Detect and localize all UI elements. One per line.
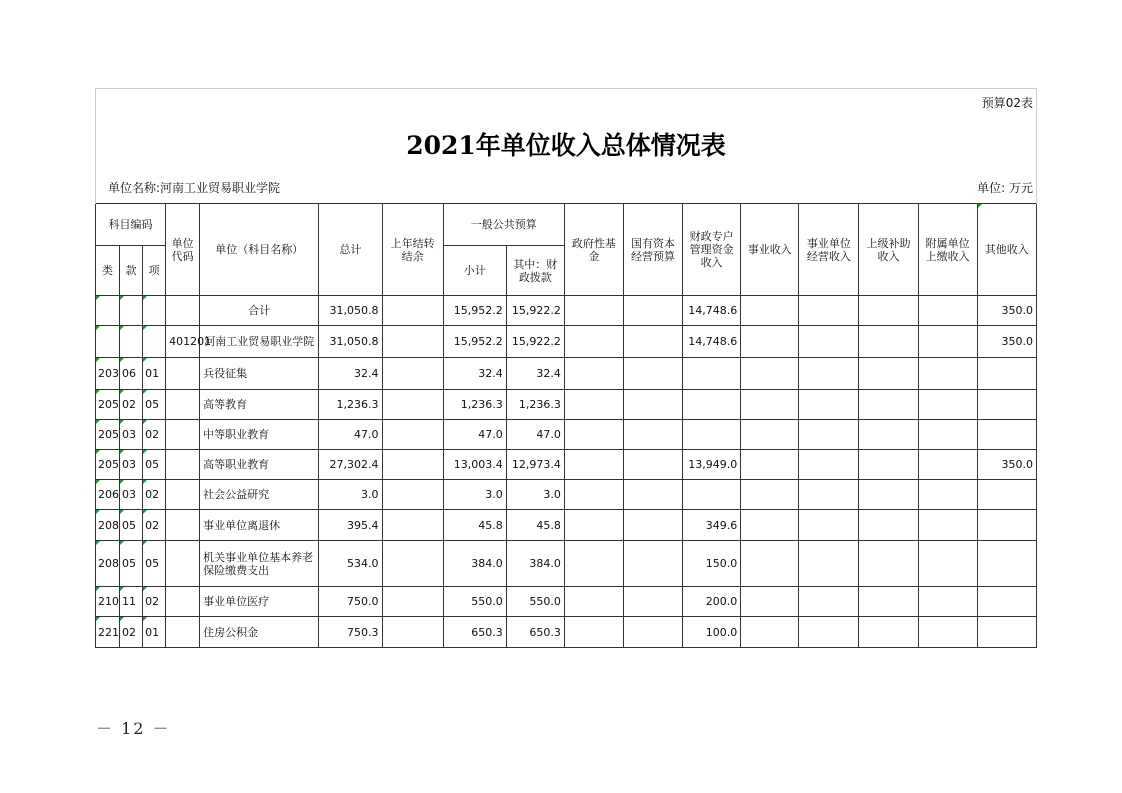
row-other-income: 350.0 xyxy=(977,296,1036,326)
header-other-income: 其他收入 xyxy=(977,204,1036,296)
row-state-capital xyxy=(623,617,682,648)
row-state-capital xyxy=(623,326,682,358)
row-lei: 210 xyxy=(96,587,120,617)
row-business-income xyxy=(741,541,799,587)
row-operating-income xyxy=(799,450,859,480)
header-operating-income: 事业单位经营收入 xyxy=(799,204,859,296)
row-gov-fund xyxy=(564,390,623,420)
row-appropriation: 1,236.3 xyxy=(506,390,564,420)
header-appropriation: 其中：财政拨款 xyxy=(506,246,564,296)
row-kuan: 05 xyxy=(120,541,143,587)
row-name: 机关事业单位基本养老保险缴费支出 xyxy=(200,541,319,587)
row-xiang: 02 xyxy=(143,587,166,617)
row-total: 750.3 xyxy=(319,617,382,648)
row-xiang: 02 xyxy=(143,510,166,541)
row-carryover xyxy=(382,390,443,420)
row-superior-subsidy xyxy=(859,510,918,541)
header-general-budget: 一般公共预算 xyxy=(443,204,564,246)
row-operating-income xyxy=(799,480,859,510)
row-affiliated-income xyxy=(918,587,977,617)
row-subtotal: 384.0 xyxy=(443,541,506,587)
budget-table xyxy=(95,88,1037,648)
table-row xyxy=(96,587,1037,617)
row-subtotal: 13,003.4 xyxy=(443,450,506,480)
row-superior-subsidy xyxy=(859,390,918,420)
row-kuan: 03 xyxy=(120,450,143,480)
row-affiliated-income xyxy=(918,450,977,480)
row-name: 社会公益研究 xyxy=(200,480,319,510)
row-name: 河南工业贸易职业学院 xyxy=(200,326,319,358)
row-operating-income xyxy=(799,326,859,358)
row-affiliated-income xyxy=(918,326,977,358)
row-unit-code xyxy=(166,617,200,648)
row-other-income xyxy=(977,587,1036,617)
row-lei xyxy=(96,326,120,358)
row-xiang: 02 xyxy=(143,420,166,450)
row-business-income xyxy=(741,420,799,450)
row-business-income xyxy=(741,390,799,420)
row-operating-income xyxy=(799,390,859,420)
header-kuan: 款 xyxy=(120,246,143,296)
table-row xyxy=(96,541,1037,587)
row-operating-income xyxy=(799,587,859,617)
row-carryover xyxy=(382,541,443,587)
row-operating-income xyxy=(799,420,859,450)
row-kuan: 03 xyxy=(120,420,143,450)
row-appropriation: 384.0 xyxy=(506,541,564,587)
row-subtotal: 650.3 xyxy=(443,617,506,648)
row-kuan: 05 xyxy=(120,510,143,541)
row-lei: 208 xyxy=(96,541,120,587)
row-state-capital xyxy=(623,420,682,450)
row-gov-fund xyxy=(564,617,623,648)
row-xiang: 01 xyxy=(143,617,166,648)
row-business-income xyxy=(741,510,799,541)
row-lei xyxy=(96,296,120,326)
row-special-fund: 14,748.6 xyxy=(683,296,741,326)
row-affiliated-income xyxy=(918,296,977,326)
row-lei: 205 xyxy=(96,450,120,480)
header-total: 总计 xyxy=(319,204,382,296)
row-gov-fund xyxy=(564,296,623,326)
row-special-fund xyxy=(683,390,741,420)
row-gov-fund xyxy=(564,541,623,587)
row-carryover xyxy=(382,587,443,617)
row-total: 27,302.4 xyxy=(319,450,382,480)
row-superior-subsidy xyxy=(859,541,918,587)
row-special-fund: 150.0 xyxy=(683,541,741,587)
row-affiliated-income xyxy=(918,358,977,390)
row-name: 兵役征集 xyxy=(200,358,319,390)
row-gov-fund xyxy=(564,358,623,390)
table-row xyxy=(96,296,1037,326)
row-appropriation: 15,922.2 xyxy=(506,326,564,358)
row-state-capital xyxy=(623,390,682,420)
row-state-capital xyxy=(623,541,682,587)
row-unit-code xyxy=(166,390,200,420)
table-row xyxy=(96,480,1037,510)
header-special-fund: 财政专户管理资金收入 xyxy=(683,204,741,296)
page-title: 2021年单位收入总体情况表 xyxy=(96,118,1037,174)
header-superior-subsidy: 上级补助收入 xyxy=(859,204,918,296)
row-other-income xyxy=(977,510,1036,541)
row-subtotal: 1,236.3 xyxy=(443,390,506,420)
row-other-income xyxy=(977,358,1036,390)
row-operating-income xyxy=(799,541,859,587)
header-xiang: 项 xyxy=(143,246,166,296)
row-affiliated-income xyxy=(918,617,977,648)
row-lei: 221 xyxy=(96,617,120,648)
row-unit-code xyxy=(166,587,200,617)
row-other-income xyxy=(977,617,1036,648)
row-carryover xyxy=(382,450,443,480)
row-lei: 203 xyxy=(96,358,120,390)
row-unit-code xyxy=(166,450,200,480)
row-operating-income xyxy=(799,358,859,390)
row-unit-code xyxy=(166,420,200,450)
row-operating-income xyxy=(799,510,859,541)
row-affiliated-income xyxy=(918,420,977,450)
row-superior-subsidy xyxy=(859,326,918,358)
row-business-income xyxy=(741,480,799,510)
row-affiliated-income xyxy=(918,541,977,587)
row-xiang: 02 xyxy=(143,480,166,510)
table-row xyxy=(96,326,1037,358)
form-code: 预算02表 xyxy=(96,89,1037,118)
table-row xyxy=(96,420,1037,450)
row-name: 住房公积金 xyxy=(200,617,319,648)
row-appropriation: 650.3 xyxy=(506,617,564,648)
header-lei: 类 xyxy=(96,246,120,296)
row-other-income xyxy=(977,390,1036,420)
row-state-capital xyxy=(623,450,682,480)
table-header xyxy=(96,204,1037,296)
row-affiliated-income xyxy=(918,390,977,420)
row-gov-fund xyxy=(564,587,623,617)
row-special-fund: 13,949.0 xyxy=(683,450,741,480)
row-total: 32.4 xyxy=(319,358,382,390)
table-row xyxy=(96,617,1037,648)
row-appropriation: 550.0 xyxy=(506,587,564,617)
row-carryover xyxy=(382,617,443,648)
table-row xyxy=(96,390,1037,420)
row-special-fund: 14,748.6 xyxy=(683,326,741,358)
row-subtotal: 3.0 xyxy=(443,480,506,510)
row-business-income xyxy=(741,296,799,326)
row-gov-fund xyxy=(564,420,623,450)
header-unit-subject-name: 单位（科目名称） xyxy=(200,204,319,296)
row-kuan: 02 xyxy=(120,390,143,420)
unit-name-value: 河南工业贸易职业学院 xyxy=(160,180,281,195)
row-special-fund xyxy=(683,420,741,450)
header-carryover: 上年结转结余 xyxy=(382,204,443,296)
row-total: 1,236.3 xyxy=(319,390,382,420)
row-superior-subsidy xyxy=(859,480,918,510)
row-lei: 208 xyxy=(96,510,120,541)
row-carryover xyxy=(382,420,443,450)
header-gov-fund: 政府性基金 xyxy=(564,204,623,296)
row-xiang: 05 xyxy=(143,541,166,587)
row-other-income xyxy=(977,541,1036,587)
row-affiliated-income xyxy=(918,480,977,510)
row-state-capital xyxy=(623,480,682,510)
row-appropriation: 15,922.2 xyxy=(506,296,564,326)
row-other-income xyxy=(977,420,1036,450)
row-business-income xyxy=(741,326,799,358)
header-business-income: 事业收入 xyxy=(741,204,799,296)
row-state-capital xyxy=(623,510,682,541)
row-appropriation: 47.0 xyxy=(506,420,564,450)
row-operating-income xyxy=(799,296,859,326)
row-business-income xyxy=(741,587,799,617)
header-unit-code: 单位代码 xyxy=(166,204,200,296)
row-superior-subsidy xyxy=(859,587,918,617)
row-subtotal: 47.0 xyxy=(443,420,506,450)
row-superior-subsidy xyxy=(859,617,918,648)
row-appropriation: 12,973.4 xyxy=(506,450,564,480)
row-subtotal: 32.4 xyxy=(443,358,506,390)
row-superior-subsidy xyxy=(859,420,918,450)
row-subtotal: 15,952.2 xyxy=(443,296,506,326)
table-row xyxy=(96,510,1037,541)
row-gov-fund xyxy=(564,480,623,510)
page-number: － 12 － xyxy=(96,719,171,738)
row-superior-subsidy xyxy=(859,358,918,390)
row-subtotal: 15,952.2 xyxy=(443,326,506,358)
row-kuan: 06 xyxy=(120,358,143,390)
row-special-fund: 349.6 xyxy=(683,510,741,541)
row-total: 395.4 xyxy=(319,510,382,541)
row-appropriation: 45.8 xyxy=(506,510,564,541)
row-special-fund xyxy=(683,358,741,390)
row-name: 合计 xyxy=(200,296,319,326)
row-operating-income xyxy=(799,617,859,648)
table-body xyxy=(96,296,1037,648)
header-affiliated-income: 附属单位上缴收入 xyxy=(918,204,977,296)
unit-name-line xyxy=(96,174,444,204)
row-xiang: 05 xyxy=(143,450,166,480)
row-total: 47.0 xyxy=(319,420,382,450)
table-row xyxy=(96,450,1037,480)
row-name: 高等教育 xyxy=(200,390,319,420)
row-unit-code: 401201 xyxy=(166,326,200,358)
row-business-income xyxy=(741,358,799,390)
row-affiliated-income xyxy=(918,510,977,541)
row-kuan: 02 xyxy=(120,617,143,648)
row-carryover xyxy=(382,480,443,510)
row-unit-code xyxy=(166,480,200,510)
row-subtotal: 45.8 xyxy=(443,510,506,541)
row-name: 高等职业教育 xyxy=(200,450,319,480)
row-kuan: 03 xyxy=(120,480,143,510)
row-gov-fund xyxy=(564,510,623,541)
row-special-fund xyxy=(683,480,741,510)
header-state-capital: 国有资本经营预算 xyxy=(623,204,682,296)
table-row xyxy=(96,358,1037,390)
row-carryover xyxy=(382,296,443,326)
row-name: 中等职业教育 xyxy=(200,420,319,450)
row-carryover xyxy=(382,358,443,390)
row-total: 31,050.8 xyxy=(319,296,382,326)
row-carryover xyxy=(382,326,443,358)
header-subject-code: 科目编码 xyxy=(96,204,166,246)
row-xiang xyxy=(143,326,166,358)
row-kuan xyxy=(120,326,143,358)
row-business-income xyxy=(741,450,799,480)
row-gov-fund xyxy=(564,450,623,480)
row-state-capital xyxy=(623,587,682,617)
row-unit-code xyxy=(166,541,200,587)
row-lei: 205 xyxy=(96,390,120,420)
row-appropriation: 32.4 xyxy=(506,358,564,390)
row-xiang: 05 xyxy=(143,390,166,420)
row-special-fund: 200.0 xyxy=(683,587,741,617)
row-carryover xyxy=(382,510,443,541)
row-xiang: 01 xyxy=(143,358,166,390)
row-name: 事业单位医疗 xyxy=(200,587,319,617)
row-name: 事业单位离退休 xyxy=(200,510,319,541)
row-business-income xyxy=(741,617,799,648)
row-other-income: 350.0 xyxy=(977,450,1036,480)
row-total: 534.0 xyxy=(319,541,382,587)
row-unit-code xyxy=(166,510,200,541)
unit-label: 单位: 万元 xyxy=(443,174,1036,204)
row-appropriation: 3.0 xyxy=(506,480,564,510)
row-other-income xyxy=(977,480,1036,510)
row-unit-code xyxy=(166,296,200,326)
row-superior-subsidy xyxy=(859,296,918,326)
row-lei: 206 xyxy=(96,480,120,510)
row-total: 750.0 xyxy=(319,587,382,617)
row-other-income: 350.0 xyxy=(977,326,1036,358)
budget-sheet xyxy=(95,88,1037,648)
row-unit-code xyxy=(166,358,200,390)
row-superior-subsidy xyxy=(859,450,918,480)
row-xiang xyxy=(143,296,166,326)
row-kuan xyxy=(120,296,143,326)
header-subtotal: 小计 xyxy=(443,246,506,296)
row-kuan: 11 xyxy=(120,587,143,617)
row-total: 3.0 xyxy=(319,480,382,510)
row-special-fund: 100.0 xyxy=(683,617,741,648)
row-state-capital xyxy=(623,358,682,390)
row-subtotal: 550.0 xyxy=(443,587,506,617)
row-state-capital xyxy=(623,296,682,326)
row-total: 31,050.8 xyxy=(319,326,382,358)
row-gov-fund xyxy=(564,326,623,358)
row-lei: 205 xyxy=(96,420,120,450)
unit-name-label: 单位名称: xyxy=(108,180,161,195)
